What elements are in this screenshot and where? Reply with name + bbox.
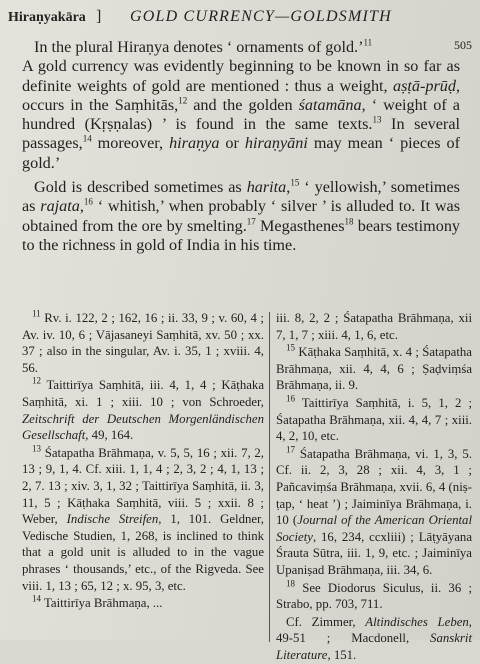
p1-line1: In the plural Hiraṇya denotes ‘ ornaments of gold.’	[34, 38, 364, 56]
column-divider	[269, 312, 270, 642]
footnote-text: Taittirīya Brāhmaṇa, ...	[43, 596, 163, 611]
footnote-13	[22, 445, 264, 594]
footnote-text: , 49, 164.	[85, 428, 134, 443]
footnote-italic: Zeitschrift der Deutschen Morgenländischen Gesellschaft	[22, 411, 264, 443]
p1-term: aṣṭā-prūḍ	[392, 76, 456, 95]
footnote-text: See Diodorus Siculus, ii. 36 ; Strabo, pp. 703, 711.	[276, 580, 473, 612]
footnote-ref: 11	[363, 37, 373, 48]
p1-term: śatamāna	[298, 95, 362, 114]
footnote-number: 11	[32, 308, 41, 319]
footnote-ref: 18	[344, 216, 354, 227]
footnote-15	[276, 344, 472, 394]
p1-text: , ‘ weight of a hundred (Kṛṣṇalas) ’ is found in the same texts.	[22, 95, 460, 134]
footnote-text: Rv. i. 122, 2 ; 162, 16 ; ii. 33, 9 ; v. 60, 4 ; Av. iv. 10, 6 ; Vājasaneyi Saṃhitā, xv. 50 ; xx. 37 ; also in the singular, Av. i. 35, 1 ; xviii. 4, 56.	[22, 311, 264, 375]
p1-text: or	[219, 134, 245, 153]
p1-term: hiraṇya	[169, 134, 220, 153]
p1-text: A gold currency was evidently beginning to be known in so far as definite weights of gold are mentioned : thus a weight,	[22, 57, 460, 95]
footnote-number: 18	[286, 578, 295, 589]
footnote-text: , 49-51 ; Macdonell,	[276, 614, 472, 646]
p2-text: Megasthenes	[255, 216, 345, 235]
paragraph-1	[22, 38, 460, 173]
running-header	[4, 4, 474, 34]
p2-text: ‘ yellowish,’ sometimes as	[22, 178, 460, 216]
footnote-text: Taittirīya Saṃhitā, i. 5, 1, 2 ; Śatapatha Brāhmaṇa, xii. 4, 4, 7 ; xiii. 4, 2, 10, etc.	[276, 395, 472, 444]
main-text	[22, 38, 460, 255]
footnote-text: , 1, 101. Geldner, Vedische Studien, 1, 268, is inclined to think that a gold unit is alluded to in the vague phrases ‘ thousands,’ etc., of the Rigveda. See viii. 1, 13 ; 65, 12 ; x. 95, 3, etc.	[22, 512, 264, 593]
footnote-text: iii. 8, 2, 2 ; Śatapatha Brāhmaṇa, xii 7, 1, 7 ; xiii. 4, 1, 6, etc.	[276, 311, 472, 342]
footnote-ref: 13	[372, 114, 382, 125]
footnote-text: Kāṭhaka Saṃhitā, x. 4 ; Śatapatha Brāhmaṇa, xii. 4, 4, 6 ; Ṣaḍviṃśa Brāhmaṇa, ii. 9.	[276, 345, 472, 393]
footnote-number: 15	[286, 342, 295, 353]
p2-term: rajata	[40, 197, 80, 216]
p2-text: bears testimony to the richness in gold of India in his time.	[22, 216, 461, 254]
footnote-ref: 15	[290, 177, 300, 188]
footnote-text: Śatapatha Brāhmaṇa, v. 5, 5, 16 ; xii. 7, 2, 13 ; 9, 1, 4. Cf. xiii. 1, 1, 4 ; 2, 3, 2 ; 4, 1, 13 ; 2, 7. 13 ; xiv. 3, 1, 32 ; Taittirīya Saṃhitā, ii. 3, 11, 5 ; Kāṭhaka Saṃhitā, viii. 5 ; xxii. 8 ; Weber,	[22, 445, 265, 527]
p1-text: and the golden	[187, 95, 299, 114]
footnote-ref: 12	[178, 95, 188, 106]
running-head-left: Hiraṇyakāra	[8, 10, 86, 25]
p2-term: harita	[246, 178, 287, 197]
footnote-12	[22, 377, 264, 443]
header-bracket: ]	[96, 8, 102, 25]
footnote-italic: Indische Streifen	[66, 512, 159, 527]
paragraph-2	[22, 178, 460, 255]
footnote-16	[276, 395, 472, 445]
footnote-italic: Altindisches Leben	[365, 614, 469, 629]
p1-text: In several passages,	[22, 115, 460, 153]
footnote-text: Cf. Zimmer,	[286, 614, 366, 629]
p1-text: , occurs in the Saṃhitās,	[22, 76, 460, 114]
footnote-number: 16	[286, 393, 295, 404]
footnote-ref: 16	[83, 196, 93, 207]
footnote-17	[276, 446, 472, 579]
footnote-number: 14	[32, 593, 41, 604]
p1-text: may mean ‘ pieces of gold.’	[22, 134, 461, 172]
p1-term: hiraṇyāni	[244, 134, 308, 153]
footnote-ref: 17	[246, 216, 256, 227]
p1-text: moreover,	[91, 134, 170, 153]
footnote-number: 13	[32, 443, 41, 454]
p2-text: ‘ whitish,’ when probably ‘ silver ’ is alluded to. It was obtained from the ore by smelting.	[22, 197, 460, 235]
footnotes-left-column	[22, 310, 264, 613]
page-number: 505	[454, 38, 472, 52]
footnote-14-cont	[276, 310, 472, 343]
p2-text: ,	[286, 178, 291, 197]
footnote-italic: Journal of the American Oriental Society	[276, 513, 473, 544]
footnote-11	[22, 310, 264, 376]
footnote-text: , 151.	[327, 647, 357, 662]
running-title: GOLD CURRENCY—GOLDSMITH	[130, 8, 392, 25]
footnote-number: 17	[286, 444, 295, 455]
footnote-text: , 16, 234, ccxliii) ; Lāṭyāyana Śrauta Sūtra, iii. 1, 9, etc. ; Jaiminīya Upaniṣad Brāhmaṇa, iii. 34, 6.	[276, 529, 472, 577]
footnote-italic: Sanskrit Literature	[276, 631, 472, 662]
footnote-text: Śatapatha Brāhmaṇa, vi. 1, 3, 5. Cf. ii. 2, 3, 28 ; xii. 4, 3, 1 ; Pañcaviṃśa Brāhmaṇa, xvii. 6, 4 (niṣ-ṭap, ‘ heat ’) ; Jaiminīya Brāhmaṇa, i. 10 (	[276, 446, 472, 528]
p2-text: ,	[79, 197, 84, 216]
footnote-ref: 14	[82, 134, 92, 145]
footnotes-right-column	[276, 310, 472, 664]
p2-text: Gold is described sometimes as	[34, 178, 247, 197]
footnote-14	[22, 595, 264, 612]
footnote-general	[276, 614, 472, 664]
footnote-18	[276, 580, 472, 613]
footnote-text: Taittirīya Saṃhitā, iii. 4, 1, 4 ; Kāṭhaka Saṃhitā, xi. 1 ; xiii. 10 ; von Schroeder,	[22, 378, 264, 409]
footnote-number: 12	[32, 376, 41, 387]
